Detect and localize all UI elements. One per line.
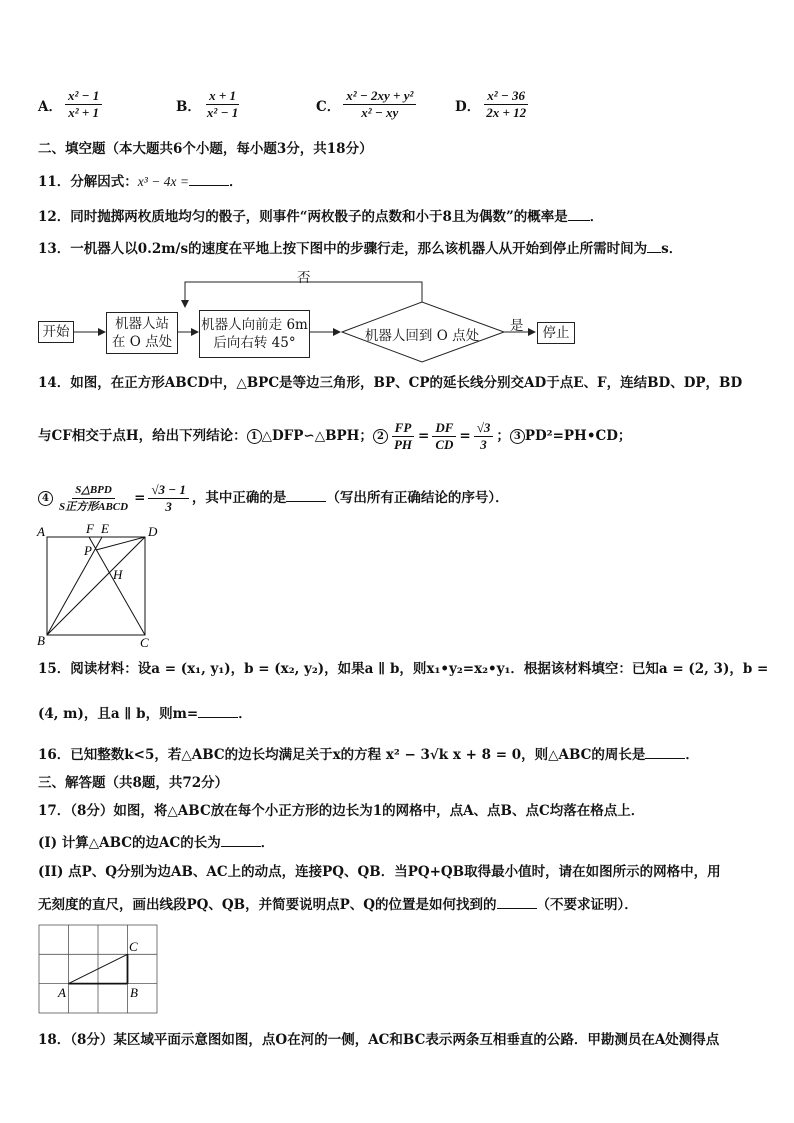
fig14-label-h: H	[113, 567, 123, 582]
section-3-heading: 三、解答题（共8题，共72分）	[38, 775, 229, 791]
option-c: C． $\frac{\text{x² − 2xy + y²}}{\text{x² − xy}}$	[316, 88, 419, 121]
option-b: B． $\frac{x + 1}{\text{x² − 1}}$	[176, 88, 244, 121]
flow-no-label: 否	[297, 270, 311, 286]
fig14-label-b: B	[37, 633, 45, 648]
question-14-line-1: 14．如图，在正方形ABCD中，△BPC是等边三角形，BP、CP的延长线分别交AD于点E、F，连结BD、DP，BD	[38, 375, 743, 391]
fig14-label-c: C	[140, 635, 149, 650]
option-d: D． $\frac{\text{x² − 36}}{2x + 12}$	[455, 88, 532, 121]
fig14-label-d: D	[148, 524, 158, 539]
flow-move-box: 机器人向前走 6m 后向右转 45°	[199, 310, 310, 358]
question-14-line-3: 4 $\frac{\text{S△BPD}}{\text{S正方形ABCD}}$ = $\frac{√3 - 1}{3}$ ，其中正确的是 （写出所有正确结论的序号）．	[38, 482, 764, 515]
question-11: 11．分解因式：x³ − 4x = ．	[38, 171, 764, 192]
fig17-label-b: B	[130, 985, 138, 1000]
flow-start-box: 开始	[38, 321, 74, 343]
fig17-label-a: A	[58, 985, 66, 1000]
question-18: 18．（8分）某区域平面示意图如图，点O在河的一侧，AC和BC表示两条互相垂直的公路．甲勘测员在A处测得点	[38, 1032, 720, 1048]
question-15-line-1: 15．阅读材料：设a = (x₁, y₁)，b = (x₂, y₂)，如果a ∥ b，则x₁•y₂=x₂•y₁．根据该材料填空：已知a = (2, 3)，b =	[38, 661, 769, 677]
question-15-line-2: (4, m)，且a ∥ b，则m= ．	[38, 703, 764, 724]
option-d-fraction: $\frac{\text{x² − 36}}{2x + 12}$	[486, 88, 527, 120]
fig14-label-e: E	[101, 521, 109, 536]
fig14-label-f: F	[86, 521, 94, 536]
flow-stop-box: 停止	[537, 322, 575, 344]
question-17-line-4: 无刻度的直尺，画出线段PQ、QB，并简要说明点P、Q的位置是如何找到的 （不要求证明）．	[38, 894, 764, 915]
fig17-label-c: C	[129, 939, 138, 954]
section-2-heading: 二、填空题（本大题共6个小题，每小题3分，共18分）	[38, 141, 373, 157]
option-b-fraction: $\frac{x + 1}{\text{x² − 1}}$	[206, 88, 239, 120]
flow-yes-label: 是	[510, 318, 524, 334]
question-13: 13．一机器人以0.2m/s的速度在平地上按下图中的步骤行走，那么该机器人从开始到停止所需时间为 s．	[38, 238, 764, 259]
flow-stand-box: 机器人站 在 O 点处	[106, 312, 178, 354]
question-14-line-2: 与CF相交于点H，给出下列结论： 1 △DFP∽△BPH； 2 $\frac{FP}{PH}$ = $\frac{DF}{CD}$ = $\frac{√3}{3}$ ； 3 PD²=PH•CD；	[38, 420, 632, 452]
option-c-fraction: $\frac{\text{x² − 2xy + y²}}{\text{x² − xy}}$	[343, 88, 416, 121]
question-17-line-2: (I) 计算△ABC的边AC的长为 ．	[38, 832, 764, 853]
flow-condition-label: 机器人回到 O 点处	[364, 328, 480, 344]
option-a: A． $\frac{\text{x² − 1}}{\text{x² + 1}}$	[38, 88, 105, 121]
question-17-line-3: (II) 点P、Q分别为边AB、AC上的动点，连接PQ、QB．当PQ+QB取得最小值时，请在如图所示的网格中，用	[38, 864, 721, 880]
fig14-label-a: A	[37, 524, 45, 539]
fig14-label-p: P	[84, 543, 92, 558]
question-17-line-1: 17．（8分）如图，将△ABC放在每个小正方形的边长为1的网格中，点A、点B、点C均落在格点上．	[38, 803, 645, 819]
option-a-fraction: $\frac{\text{x² − 1}}{\text{x² + 1}}$	[65, 88, 102, 121]
question-16: 16．已知整数k<5，若△ABC的边长均满足关于x的方程 x² − 3√k x + 8 = 0，则△ABC的周长是 ．	[38, 744, 764, 765]
question-12: 12．同时抛掷两枚质地均匀的骰子，则事件“两枚骰子的点数和小于8且为偶数”的概率是 ．	[38, 206, 764, 227]
